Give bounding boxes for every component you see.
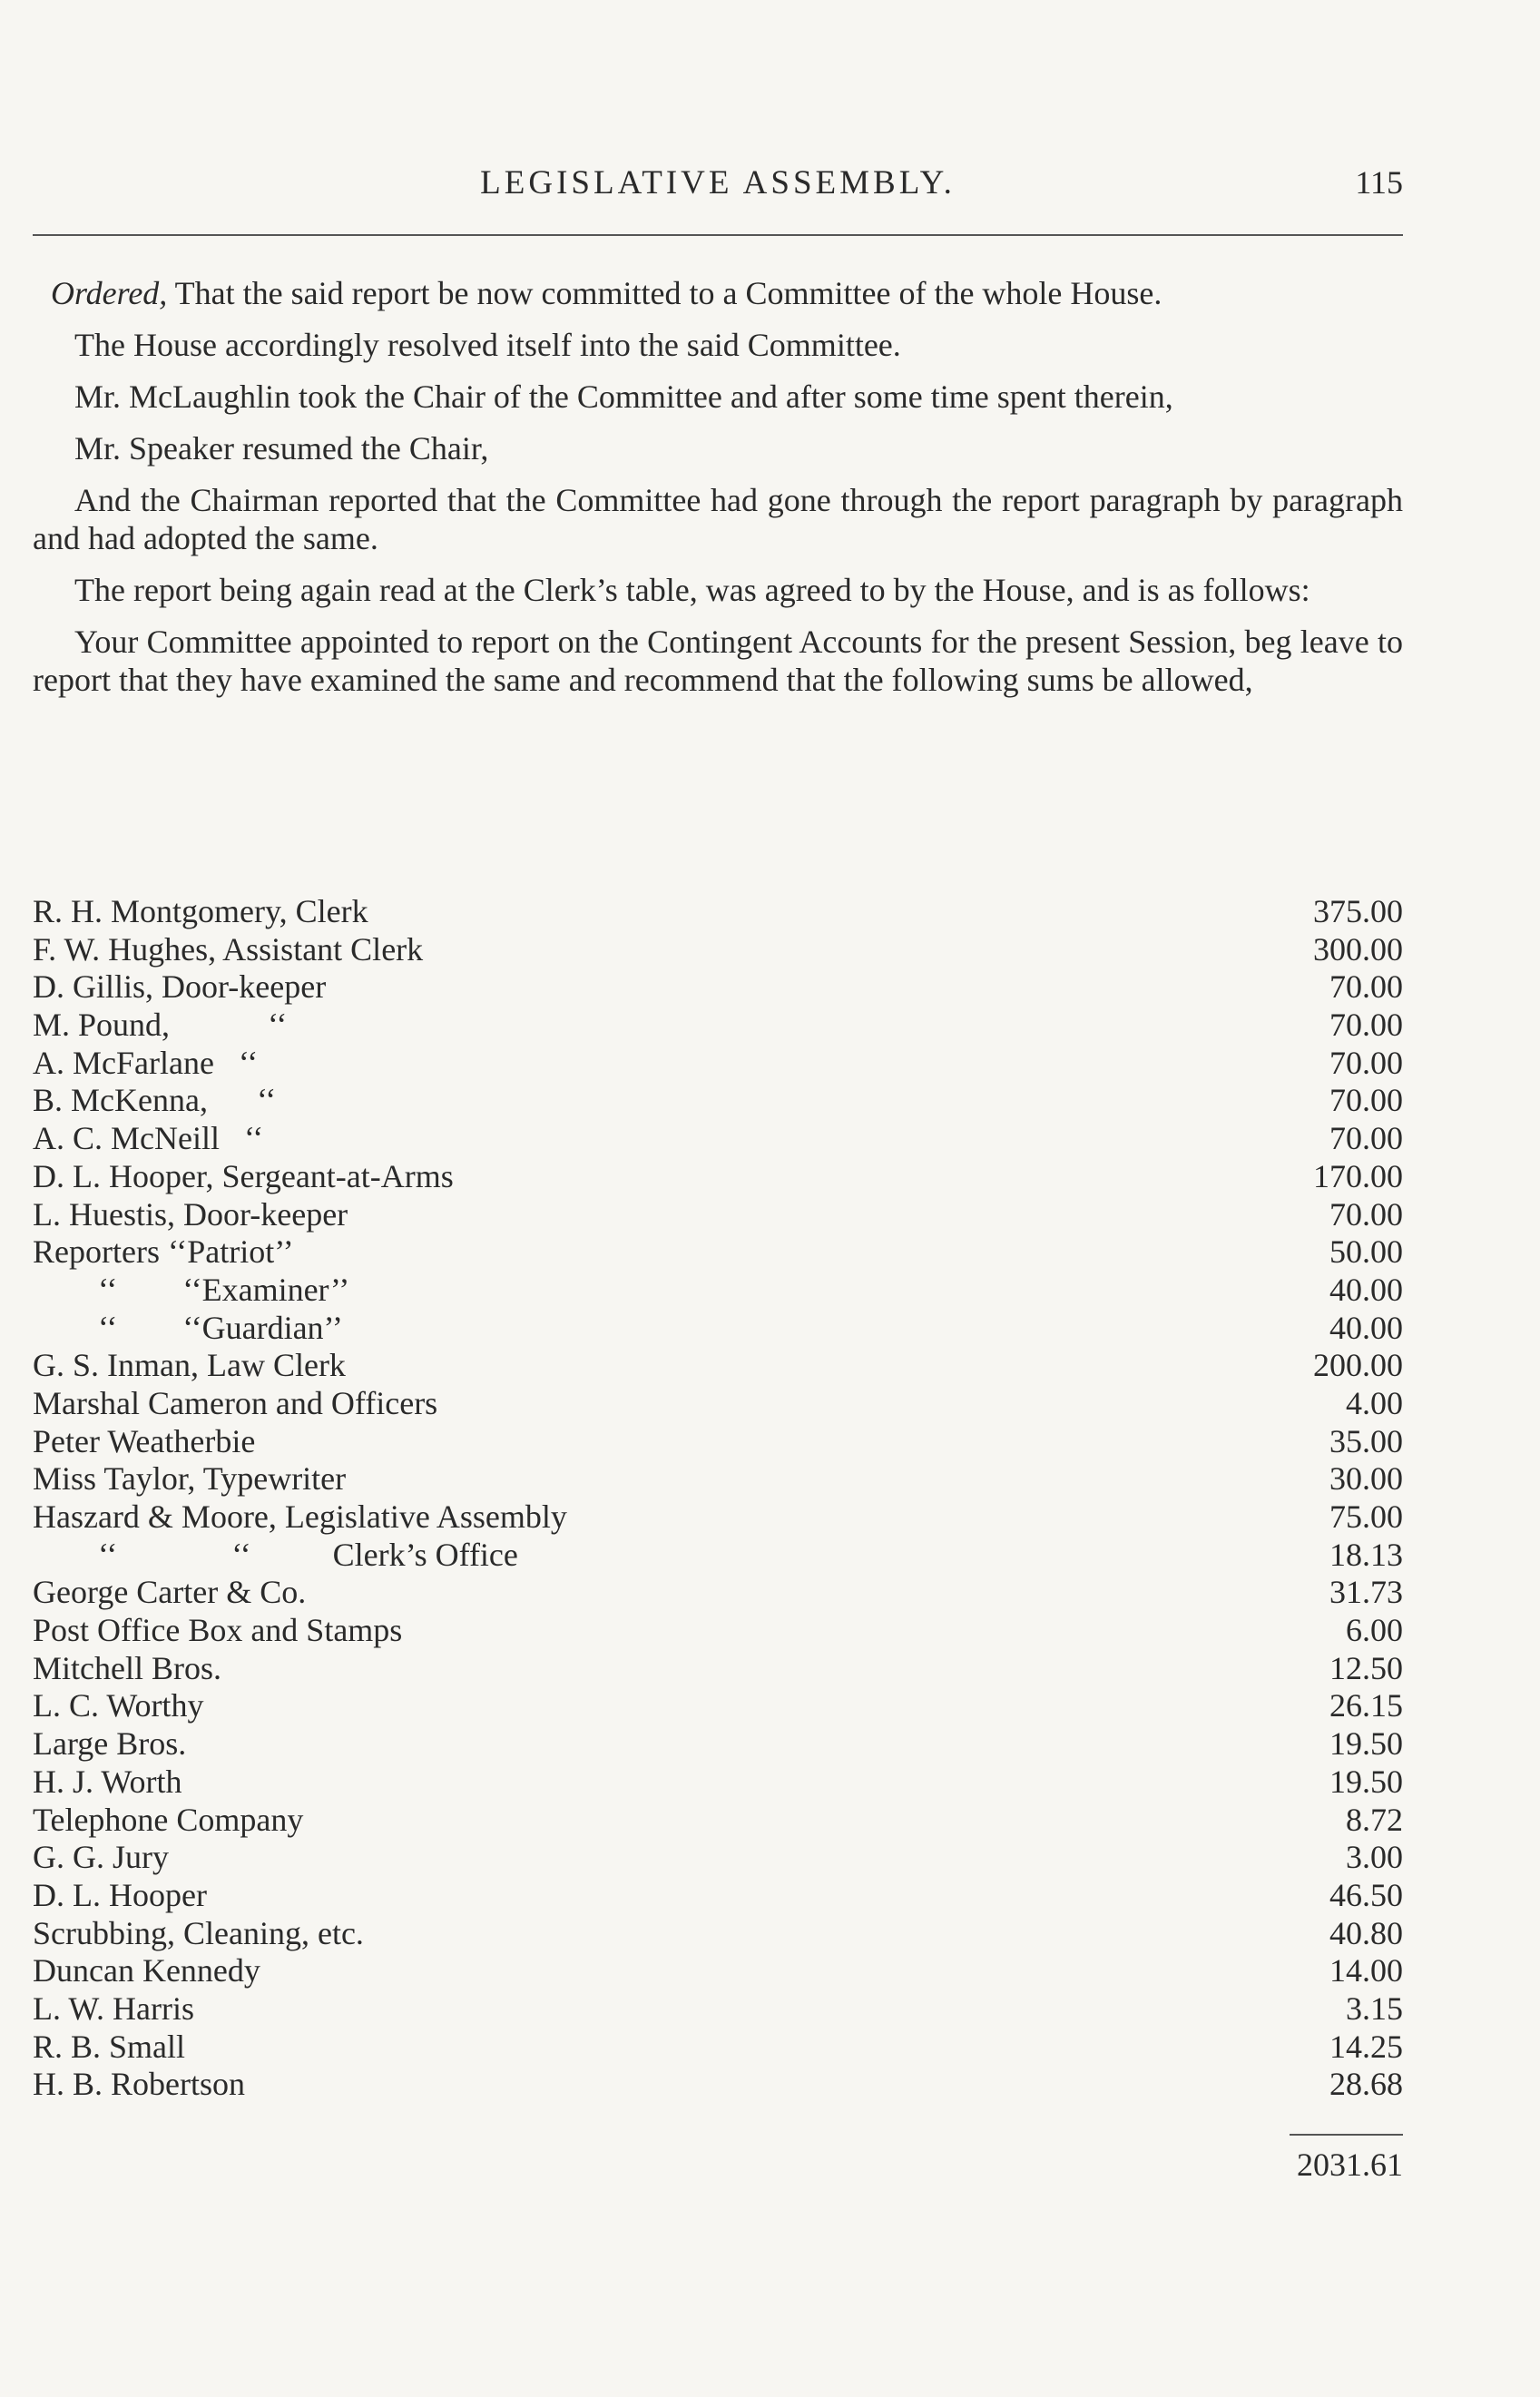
account-amount: 19.50 <box>1329 1763 1403 1800</box>
account-name: ‘‘ ‘‘Examiner’’ <box>33 1271 350 1308</box>
account-name: Telephone Company <box>33 1801 304 1838</box>
paragraph-lead: Ordered, <box>51 275 168 311</box>
account-amount: 8.72 <box>1346 1801 1403 1838</box>
account-amount: 70.00 <box>1329 1044 1403 1081</box>
account-name: ‘‘ ‘‘Guardian’’ <box>33 1309 343 1346</box>
account-amount: 70.00 <box>1329 1007 1403 1044</box>
ledger-row <box>33 1196 1403 1234</box>
account-name: B. McKenna, ‘‘ <box>33 1082 277 1119</box>
account-name: Miss Taylor, Typewriter <box>33 1460 347 1498</box>
ledger-row <box>33 2029 1403 2067</box>
account-amount: 375.00 <box>1313 893 1403 929</box>
ledger-row <box>33 931 1403 969</box>
account-amount: 46.50 <box>1329 1876 1403 1913</box>
account-name: D. Gillis, Door-keeper <box>33 968 327 1006</box>
account-amount: 4.00 <box>1346 1384 1403 1421</box>
account-name: A. McFarlane ‘‘ <box>33 1044 259 1081</box>
account-name: Scrubbing, Cleaning, etc. <box>33 1914 364 1951</box>
account-name: Mitchell Bros. <box>33 1649 221 1686</box>
ledger-row <box>33 1877 1403 1915</box>
paragraph-text: Mr. McLaughlin took the Chair of the Committee and after some time spent therein, <box>74 378 1173 415</box>
ledger-row <box>33 1498 1403 1537</box>
ledger-row <box>33 1650 1403 1688</box>
ledger-total: 2031.61 <box>1297 2146 1403 2183</box>
ledger-row <box>33 1233 1403 1272</box>
paragraph-text: And the Chairman reported that the Committee had gone through the report paragraph by paragraph and had adopted the same. <box>33 482 1403 556</box>
account-name: Peter Weatherbie <box>33 1422 256 1459</box>
account-name: Haszard & Moore, Legislative Assembly <box>33 1498 567 1535</box>
total-rule <box>1290 2134 1403 2136</box>
ledger-row <box>33 1385 1403 1423</box>
account-name: Reporters ‘‘Patriot’’ <box>33 1233 294 1271</box>
account-name: H. J. Worth <box>33 1763 182 1800</box>
ledger-row <box>33 1537 1403 1575</box>
ledger-row <box>33 1687 1403 1725</box>
account-name: D. L. Hooper <box>33 1876 207 1913</box>
ledger-row <box>33 1574 1403 1612</box>
ledger-row <box>33 968 1403 1007</box>
account-amount: 75.00 <box>1329 1498 1403 1535</box>
page-header <box>33 163 1403 209</box>
paragraph-text: Your Committee appointed to report on the Contingent Accounts for the present Session, beg leave to report that they have examined the same and recommend that the following sums be allowed, <box>33 624 1403 698</box>
paragraph-text: The report being again read at the Clerk’s table, was agreed to by the House, and is as follows: <box>74 572 1310 608</box>
ledger-row <box>33 1007 1403 1045</box>
account-amount: 40.00 <box>1329 1309 1403 1346</box>
account-amount: 3.00 <box>1346 1839 1403 1876</box>
account-amount: 40.00 <box>1329 1271 1403 1308</box>
account-amount: 14.00 <box>1329 1952 1403 1989</box>
ledger-row <box>33 1120 1403 1158</box>
paragraph <box>33 429 1403 467</box>
ledger-row <box>33 1347 1403 1385</box>
account-amount: 70.00 <box>1329 968 1403 1006</box>
ledger-row <box>33 1460 1403 1498</box>
paragraph <box>33 326 1403 364</box>
account-amount: 300.00 <box>1313 930 1403 968</box>
account-name: D. L. Hooper, Sergeant-at-Arms <box>33 1157 454 1194</box>
account-amount: 70.00 <box>1329 1082 1403 1119</box>
account-amount: 14.25 <box>1329 2028 1403 2065</box>
account-name: L. C. Worthy <box>33 1687 204 1724</box>
ledger-row <box>33 1915 1403 1953</box>
body-text <box>33 274 1403 712</box>
account-name: L. Huestis, Door-keeper <box>33 1195 348 1233</box>
account-amount: 200.00 <box>1313 1347 1403 1384</box>
account-amount: 26.15 <box>1329 1687 1403 1724</box>
running-head: LEGISLATIVE ASSEMBLY. <box>480 164 956 201</box>
ledger-row <box>33 1082 1403 1120</box>
paragraph <box>33 481 1403 557</box>
account-name: A. C. McNeill ‘‘ <box>33 1120 264 1157</box>
account-name: Marshal Cameron and Officers <box>33 1384 438 1421</box>
account-name: F. W. Hughes, Assistant Clerk <box>33 930 424 968</box>
ledger-row <box>33 1612 1403 1650</box>
account-name: Duncan Kennedy <box>33 1952 260 1989</box>
account-amount: 28.68 <box>1329 2066 1403 2103</box>
account-name: H. B. Robertson <box>33 2066 245 2103</box>
paragraph <box>33 274 1403 312</box>
ledger-row <box>33 1952 1403 1990</box>
account-amount: 50.00 <box>1329 1233 1403 1271</box>
account-name: George Carter & Co. <box>33 1574 307 1611</box>
account-name: Post Office Box and Stamps <box>33 1612 403 1649</box>
page-number: 115 <box>1355 164 1403 201</box>
paragraph <box>33 571 1403 609</box>
account-name: L. W. Harris <box>33 1989 194 2027</box>
paragraph-text: That the said report be now committed to a Committee of the whole House. <box>167 275 1162 311</box>
ledger-row <box>33 1045 1403 1083</box>
account-amount: 31.73 <box>1329 1574 1403 1611</box>
account-name: Large Bros. <box>33 1725 187 1763</box>
account-amount: 40.80 <box>1329 1914 1403 1951</box>
account-name: ‘‘ ‘‘ Clerk’s Office <box>33 1536 518 1573</box>
ledger-row <box>33 1839 1403 1877</box>
account-amount: 3.15 <box>1346 1989 1403 2027</box>
account-name: R. H. Montgomery, Clerk <box>33 893 368 929</box>
paragraph <box>33 378 1403 416</box>
account-amount: 6.00 <box>1346 1612 1403 1649</box>
account-amount: 30.00 <box>1329 1460 1403 1498</box>
ledger-row <box>33 893 1403 931</box>
account-name: G. S. Inman, Law Clerk <box>33 1347 346 1384</box>
header-rule <box>33 234 1403 236</box>
ledger-row <box>33 2066 1403 2104</box>
ledger-row <box>33 1725 1403 1763</box>
account-name: R. B. Small <box>33 2028 186 2065</box>
ledger-row <box>33 1763 1403 1802</box>
account-amount: 19.50 <box>1329 1725 1403 1763</box>
accounts-ledger <box>33 893 1403 2183</box>
account-amount: 12.50 <box>1329 1649 1403 1686</box>
account-amount: 70.00 <box>1329 1120 1403 1157</box>
paragraph <box>33 623 1403 699</box>
ledger-row <box>33 1272 1403 1310</box>
ledger-row <box>33 1990 1403 2029</box>
account-amount: 170.00 <box>1313 1157 1403 1194</box>
ledger-row <box>33 1802 1403 1840</box>
account-amount: 35.00 <box>1329 1422 1403 1459</box>
ledger-row <box>33 1158 1403 1196</box>
ledger-row <box>33 1310 1403 1348</box>
ledger-row <box>33 1423 1403 1461</box>
paragraph-text: The House accordingly resolved itself into the said Committee. <box>74 327 901 363</box>
account-amount: 18.13 <box>1329 1536 1403 1573</box>
account-amount: 70.00 <box>1329 1195 1403 1233</box>
account-name: G. G. Jury <box>33 1839 169 1876</box>
account-name: M. Pound, ‘‘ <box>33 1007 288 1044</box>
paragraph-text: Mr. Speaker resumed the Chair, <box>74 430 489 467</box>
